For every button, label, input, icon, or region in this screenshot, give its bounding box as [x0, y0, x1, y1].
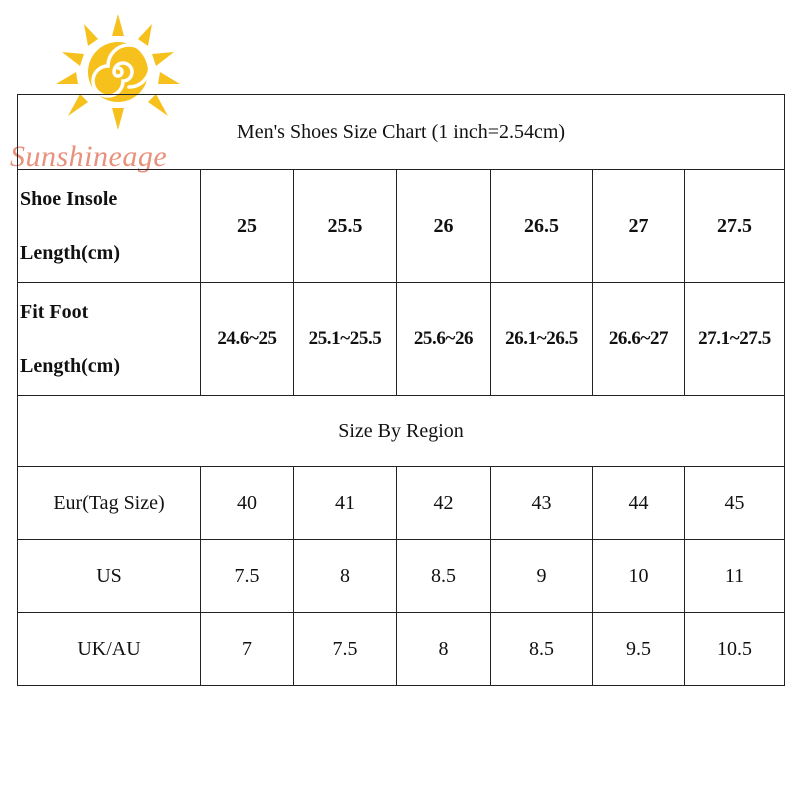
insole-value: 27: [593, 170, 685, 283]
insole-value: 27.5: [685, 170, 785, 283]
us-value: 8.5: [397, 540, 491, 613]
uk-au-value: 7: [201, 613, 294, 686]
fit-foot-label: [18, 283, 201, 396]
us-value: 10: [593, 540, 685, 613]
table-row: [18, 283, 785, 396]
table-row: [18, 540, 785, 613]
fit-label-line2: Length(cm): [20, 355, 120, 377]
insole-value: 26.5: [491, 170, 593, 283]
brand-name: Sunshineage: [10, 140, 168, 173]
table-row: [18, 613, 785, 686]
uk-au-value: 7.5: [294, 613, 397, 686]
table-row: [18, 467, 785, 540]
uk-au-value: 9.5: [593, 613, 685, 686]
region-header: Size By Region: [18, 396, 785, 467]
fit-foot-value: 25.1~25.5: [294, 283, 397, 396]
insole-value: 26: [397, 170, 491, 283]
uk-au-value: 8: [397, 613, 491, 686]
insole-label-line2: Length(cm): [20, 242, 120, 264]
fit-foot-value: 27.1~27.5: [685, 283, 785, 396]
fit-foot-value: 26.6~27: [593, 283, 685, 396]
size-chart-table: [17, 94, 785, 686]
us-label: US: [18, 540, 201, 613]
eur-value: 41: [294, 467, 397, 540]
eur-label: Eur(Tag Size): [18, 467, 201, 540]
fit-foot-value: 25.6~26: [397, 283, 491, 396]
insole-label-line1: Shoe Insole: [20, 188, 118, 210]
fit-label-line1: Fit Foot: [20, 301, 89, 323]
us-value: 7.5: [201, 540, 294, 613]
fit-foot-value: 26.1~26.5: [491, 283, 593, 396]
uk-au-value: 10.5: [685, 613, 785, 686]
eur-value: 40: [201, 467, 294, 540]
fit-foot-value: 24.6~25: [201, 283, 294, 396]
eur-value: 45: [685, 467, 785, 540]
eur-value: 42: [397, 467, 491, 540]
uk-au-value: 8.5: [491, 613, 593, 686]
insole-length-label: [18, 170, 201, 283]
chart-title: Men's Shoes Size Chart (1 inch=2.54cm): [18, 95, 785, 170]
insole-value: 25: [201, 170, 294, 283]
table-row: [18, 170, 785, 283]
eur-value: 44: [593, 467, 685, 540]
us-value: 8: [294, 540, 397, 613]
uk-au-label: UK/AU: [18, 613, 201, 686]
eur-value: 43: [491, 467, 593, 540]
insole-value: 25.5: [294, 170, 397, 283]
us-value: 9: [491, 540, 593, 613]
us-value: 11: [685, 540, 785, 613]
